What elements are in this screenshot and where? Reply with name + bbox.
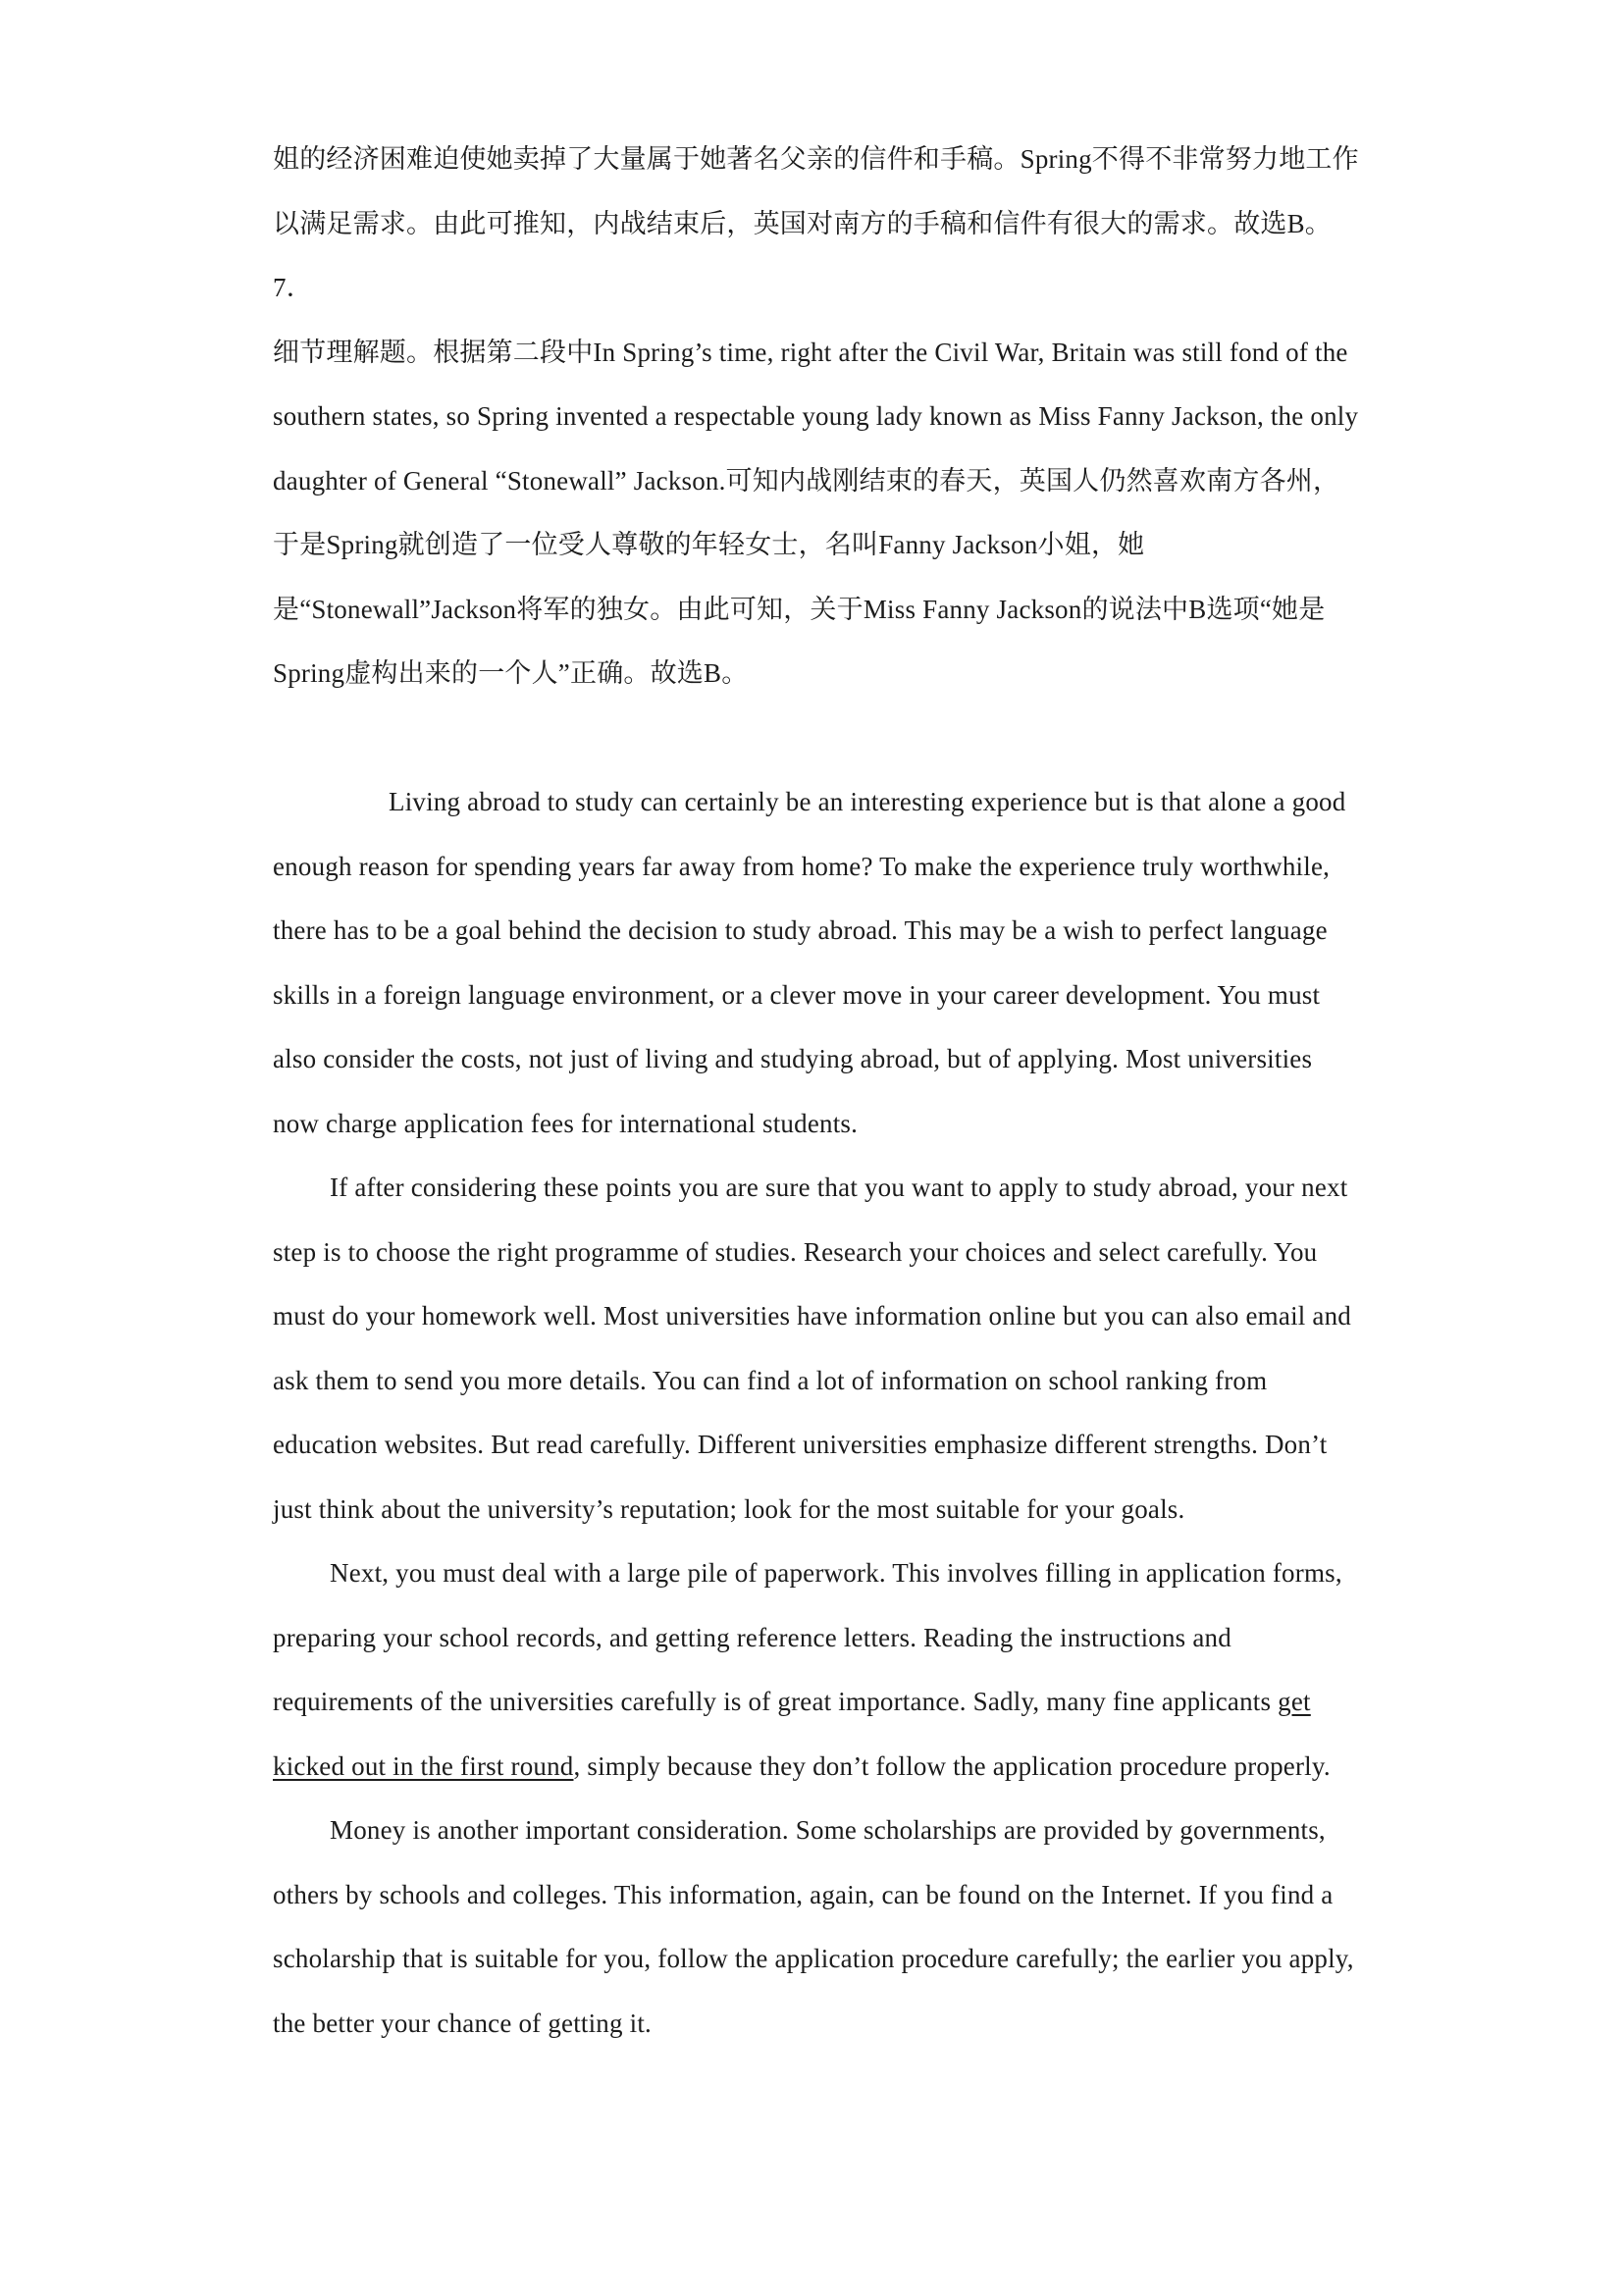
underlined-phrase: get kicked out in the first round [273,1687,1311,1781]
passage-paragraph-1: Living abroad to study can certainly be an interesting experience but is that alone a good enough reason for spending years far away from home? To make the experience truly worthwhile, there has to be a goal behind the decision to study abroad. This may be a wish to perfect language skills in a foreign language environment, or a clever move in your career development. You must also consider the costs, not just of living and studying abroad, but of applying. Most universities now charge application fees for international students. [273,787,1346,1138]
question-7-explanation: 细节理解题。根据第二段中In Spring’s time, right after the Civil War, Britain was still fond of the southern states, so Spring invented a respectable young lady known as Miss Fanny Jackson, the only daughter of General “Stonewall” Jackson.可知内战刚结束的春天，英国人仍然喜欢南方各州，于是Spring就创造了一位受人尊敬的年轻女士，名叫Fanny Jackson小姐，她是“Stonewall”Jackson将军的独女。由此可知，关于Miss Fanny Jackson的说法中B选项“她是Spring虚构出来的一个人”正确。故选B。 [273,337,1359,688]
passage-paragraph-3 [273,1541,1364,1799]
reading-passage [273,770,1364,2056]
paragraph-3-text-after: , simply because they don’t follow the application procedure properly. [573,1750,1331,1781]
passage-paragraph-2: If after considering these points you are sure that you want to apply to study abroad, your next step is to choose the right programme of studies. Research your choices and select carefully. You must do your homework well. Most universities have information online but you can also email and ask them to send you more details. You can find a lot of information on school ranking from education websites. But read carefully. Different universities emphasize different strengths. Don’t just think about the university’s reputation; look for the most suitable for your goals. [273,1173,1352,1524]
question-number: 7． [273,273,313,302]
paragraph-3-text-before: Next, you must deal with a large pile of paperwork. This involves filling in application forms, preparing your school records, and getting reference letters. Reading the instructions and requirements of the universities carefully is of great importance. Sadly, many fine applicants [273,1558,1342,1716]
passage-paragraph-4: Money is another important consideration. Some scholarships are provided by governments, others by schools and colleges. This information, again, can be found on the Internet. If you find a scholarship that is suitable for you, follow the application procedure carefully; the earlier you apply, the better your chance of getting it. [273,1815,1354,2038]
answer-explanation [273,128,1364,706]
explanation-continuation: 姐的经济困难迫使她卖掉了大量属于她著名父亲的信件和手稿。Spring不得不非常努力地工作以满足需求。由此可推知，内战结束后，英国对南方的手稿和信件有很大的需求。故选B。 [273,144,1359,238]
